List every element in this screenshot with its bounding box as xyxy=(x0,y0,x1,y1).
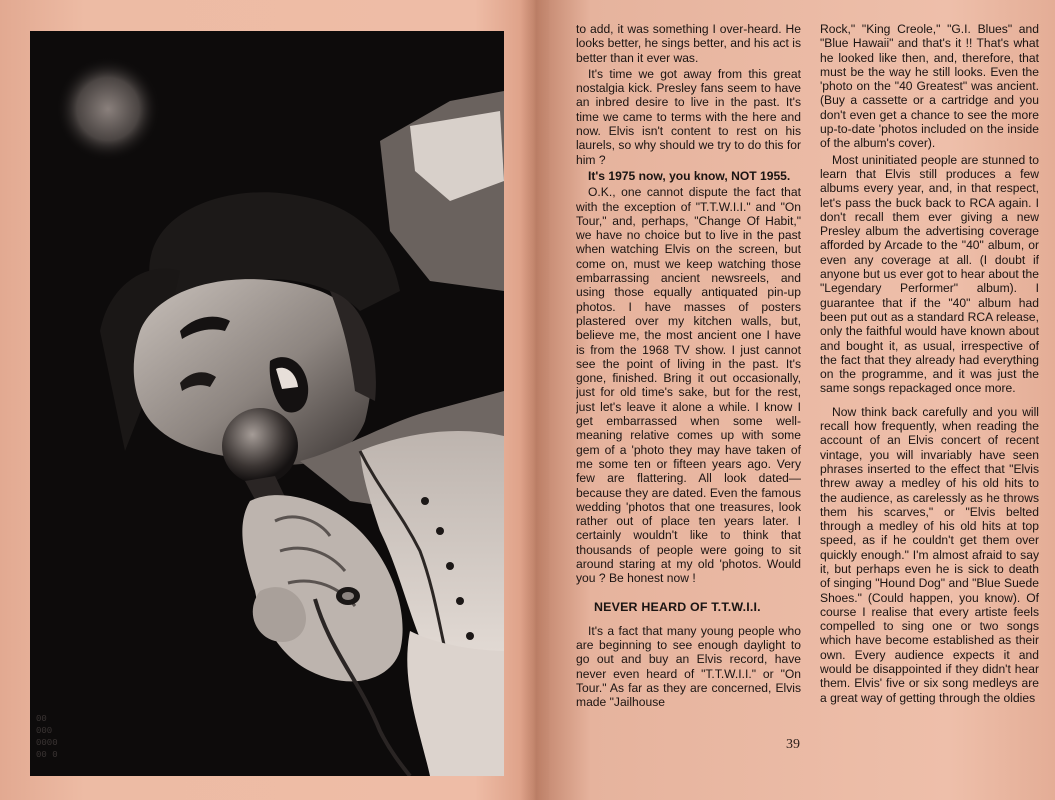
article-column-2 xyxy=(820,22,1039,762)
section-heading: NEVER HEARD OF T.T.W.I.I. xyxy=(594,599,761,614)
col1-paragraph-5: It's a fact that many young people who are beginning to see enough daylight to go out and buy an Elvis record, have never even heard of "T.T.W.I.I." or "On Tour." As far as they are concerned, Elvis made "Jailhouse xyxy=(576,623,801,710)
microphone xyxy=(222,408,298,484)
photo-illustration xyxy=(30,31,504,776)
col2-paragraph-3: Now think back carefully and you will recall how frequently, when reading the account of an Elvis concert of recent vintage, you will invariably have seen phrases inserted to the effect that "Elvis threw away a medley of his old hits to the audience, as carelessly as he throws them his scarves," or "Elvis belted through a medley of his old hits at top speed, as if he couldn't get them over quickly enough." I'm almost afraid to say it, but perhaps even he is sick to death of singing "Hound Dog" and "Blue Suede Shoes." (Could happen, you know). Of course I realise that every artiste feels compelled to sing one or two songs which have become established as their own. Every audience expects it and would be disappointed if they didn't hear them. Elvis' five or six song medleys are a great way of getting through the oldies xyxy=(820,404,1039,705)
col1-paragraph-3: It's 1975 now, you know, NOT 1955. xyxy=(588,168,791,183)
col2-paragraph-2: Most uninitiated people are stunned to learn that Elvis still produces a few albums every year, and, in that respect, let's pass the buck back to RCA again. I don't recall them ever giving a new Presley album the advertising coverage afforded by Arcade to the "40" album, or even any coverage at all. (I doubt if anyone but us ever got to hear about the "Legendary Performer" album). I guarantee that if the "40" album had been put out as a standard RCA release, only the faithful would have known about and bought it, as usual, irrespective of the fact that they already had everything on the programme, and it was just the same songs repackaged once more. xyxy=(820,152,1039,396)
svg-text:000: 000 xyxy=(36,726,53,736)
col2-paragraph-1: Rock," "King Creole," "G.I. Blues" and "Blue Hawaii" and that's it !! That's what he looked like then, and, therefore, that must be the way he still looks. Even the 'photo on the "40 Greatest" was ancient. (Buy a cassette or a cartridge and you don't even get a chance to see the more up-to-date 'photos included on the inside of the album's cover). xyxy=(820,22,1039,151)
svg-text:0000: 0000 xyxy=(36,738,58,748)
article-column-1 xyxy=(576,22,801,762)
svg-text:00 0: 00 0 xyxy=(36,750,58,760)
page-number: 39 xyxy=(786,737,800,752)
col1-paragraph-2: It's time we got away from this great nostalgia kick. Presley fans seem to have an inbred desire to live in the past. It's time we came to terms with the here and now. Elvis isn't content to rest on his laurels, so why should we try to do this for him ? xyxy=(576,66,801,167)
page-gutter xyxy=(520,0,550,800)
elvis-singing-photo xyxy=(30,31,504,776)
col1-paragraph-1: to add, it was something I over-heard. He looks better, he sings better, and his act is better than it ever was. xyxy=(576,22,801,65)
spotlight-glow xyxy=(56,57,160,161)
svg-text:00: 00 xyxy=(36,714,47,724)
col1-paragraph-4: O.K., one cannot dispute the fact that with the exception of "T.T.W.I.I." and "On Tour," and, perhaps, "Change Of Habit," we have no choice but to live in the past when watching Elvis on the screen, but come on, must we keep watching those embarrassing ancient newsreels, and using those equally antiquated pin-up photos. I have masses of posters plastered over my kitchen walls, but, believe me, the most ancient one I have is from the 1968 TV show. I just cannot see the point of living in the past. It's gone, finished. Bring it out occasionally, just for old time's sake, but for the rest, just let's leave it alone a while. I know I get embarrassed when some well-meaning relative comes up with some gem of a 'photo they may have taken of me some ten or fifteen years ago. Very few are flattering. All look dated—because they are dated. Even the famous wedding 'photos that one treasures, look rather out of place ten years later. I certainly wouldn't like to think that thousands of people were going to sit around staring at my old 'photos. Would you ? Be honest now ! xyxy=(576,185,801,586)
